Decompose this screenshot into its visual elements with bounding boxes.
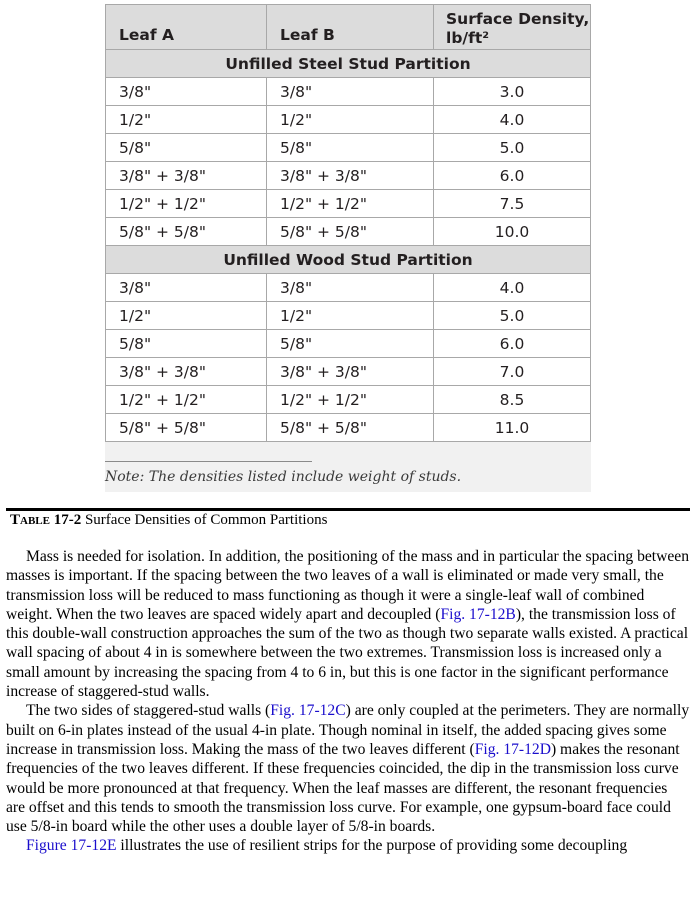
- section-title: Unfilled Steel Stud Partition: [106, 50, 591, 78]
- table-row: [106, 218, 591, 246]
- leaf-b-cell: 5/8" + 5/8": [267, 218, 434, 246]
- leaf-b-cell: 1/2" + 1/2": [267, 386, 434, 414]
- density-cell: 6.0: [434, 330, 591, 358]
- table-row: [106, 414, 591, 442]
- table-caption: [10, 512, 327, 529]
- table-panel: [105, 4, 591, 492]
- caption-text: Surface Densities of Common Partitions: [81, 512, 328, 528]
- leaf-b-cell: 3/8": [267, 274, 434, 302]
- leaf-b-cell: 3/8" + 3/8": [267, 162, 434, 190]
- leaf-a-cell: 5/8" + 5/8": [106, 218, 267, 246]
- section-title: Unfilled Wood Stud Partition: [106, 246, 591, 274]
- paragraph-text: ), the transmission loss of this double-wall construction approaches the sum of the two as though two separate walls existed. A practical wall spacing of about 4 in is somewhere between the two extremes. Transmission loss is increased only a small amount by increasing the spacing from 4 to 6 in, but this is one factor in the significant performance increase of staggered-stud walls.: [6, 605, 689, 701]
- leaf-a-cell: 5/8": [106, 330, 267, 358]
- body-paragraph: [6, 701, 690, 836]
- leaf-a-cell: 5/8": [106, 134, 267, 162]
- leaf-a-cell: 3/8" + 3/8": [106, 162, 267, 190]
- leaf-b-cell: 1/2": [267, 106, 434, 134]
- table-row: [106, 134, 591, 162]
- note-divider: [105, 461, 312, 462]
- table-header-row: [106, 5, 591, 50]
- density-cell: 4.0: [434, 274, 591, 302]
- table-row: [106, 190, 591, 218]
- section-header-row: [106, 50, 591, 78]
- density-cell: 5.0: [434, 134, 591, 162]
- leaf-a-cell: 3/8": [106, 274, 267, 302]
- table-row: [106, 386, 591, 414]
- leaf-a-cell: 3/8" + 3/8": [106, 358, 267, 386]
- paragraph-text: The two sides of staggered-stud walls (: [26, 702, 271, 720]
- leaf-b-cell: 3/8" + 3/8": [267, 358, 434, 386]
- body-paragraph: [6, 547, 690, 701]
- density-cell: 10.0: [434, 218, 591, 246]
- leaf-a-cell: 1/2": [106, 106, 267, 134]
- figure-reference-link[interactable]: Fig. 17-12B: [440, 605, 516, 623]
- density-cell: 7.0: [434, 358, 591, 386]
- leaf-a-cell: 1/2" + 1/2": [106, 386, 267, 414]
- section-header-row: [106, 246, 591, 274]
- figure-reference-link[interactable]: Fig. 17-12D: [474, 740, 551, 758]
- table-row: [106, 302, 591, 330]
- header-leaf-a: Leaf A: [106, 5, 267, 50]
- density-cell: 8.5: [434, 386, 591, 414]
- header-density-line1: Surface Density,: [446, 10, 590, 28]
- paragraph-text: ) are only coupled at the perimeters. They are normally built on 6-in plates instead of the usual 4-in plate. Though nominal in itself, the added spacing gives some increase in transmission loss. Making the mass of the two leaves different (: [6, 702, 690, 758]
- figure-reference-link[interactable]: Fig. 17-12C: [270, 702, 346, 720]
- density-cell: 4.0: [434, 106, 591, 134]
- header-surface-density: [434, 5, 591, 50]
- density-cell: 11.0: [434, 414, 591, 442]
- leaf-a-cell: 5/8" + 5/8": [106, 414, 267, 442]
- density-cell: 7.5: [434, 190, 591, 218]
- leaf-b-cell: 5/8": [267, 330, 434, 358]
- body-paragraph: [6, 836, 690, 855]
- table-note: Note: The densities listed include weight of studs.: [105, 469, 462, 485]
- leaf-b-cell: 5/8": [267, 134, 434, 162]
- leaf-a-cell: 1/2" + 1/2": [106, 190, 267, 218]
- header-density-line2: lb/ft²: [446, 29, 490, 47]
- leaf-b-cell: 3/8": [267, 78, 434, 106]
- table-row: [106, 358, 591, 386]
- leaf-b-cell: 5/8" + 5/8": [267, 414, 434, 442]
- leaf-a-cell: 3/8": [106, 78, 267, 106]
- paragraph-text: Mass is needed for isolation. In addition, the positioning of the mass and in particular the spacing between masses is important. If the spacing between the two leaves of a wall is eliminated or made very small, the transmission loss will be reduced to mass functioning as though it were a single-leaf wall of combined weight. When the two leaves are spaced widely apart and decoupled (: [6, 548, 690, 623]
- paragraph-text: illustrates the use of resilient strips for the purpose of providing some decoupling: [116, 837, 628, 855]
- paragraph-text: ) makes the resonant frequencies of the two leaves different. If these frequencies coincided, the dip in the transmission loss curve would be more pronounced at that frequency. When the leaf masses are different, the resonant frequencies are offset and this tends to smooth the transmission loss curve. For example, one gypsum-board face could use 5/8-in board while the other uses a double layer of 5/8-in boards.: [6, 740, 680, 836]
- table-row: [106, 162, 591, 190]
- density-cell: 5.0: [434, 302, 591, 330]
- density-cell: 3.0: [434, 78, 591, 106]
- table-row: [106, 274, 591, 302]
- figure-reference-link[interactable]: Figure 17-12E: [26, 837, 117, 855]
- table-row: [106, 78, 591, 106]
- caption-divider: [6, 508, 690, 511]
- table-row: [106, 106, 591, 134]
- density-cell: 6.0: [434, 162, 591, 190]
- body-text: [6, 547, 690, 856]
- surface-density-table: [105, 4, 591, 442]
- caption-label: Table 17-2: [10, 512, 82, 528]
- table-body: [106, 50, 591, 442]
- leaf-b-cell: 1/2" + 1/2": [267, 190, 434, 218]
- leaf-a-cell: 1/2": [106, 302, 267, 330]
- table-row: [106, 330, 591, 358]
- leaf-b-cell: 1/2": [267, 302, 434, 330]
- header-leaf-b: Leaf B: [267, 5, 434, 50]
